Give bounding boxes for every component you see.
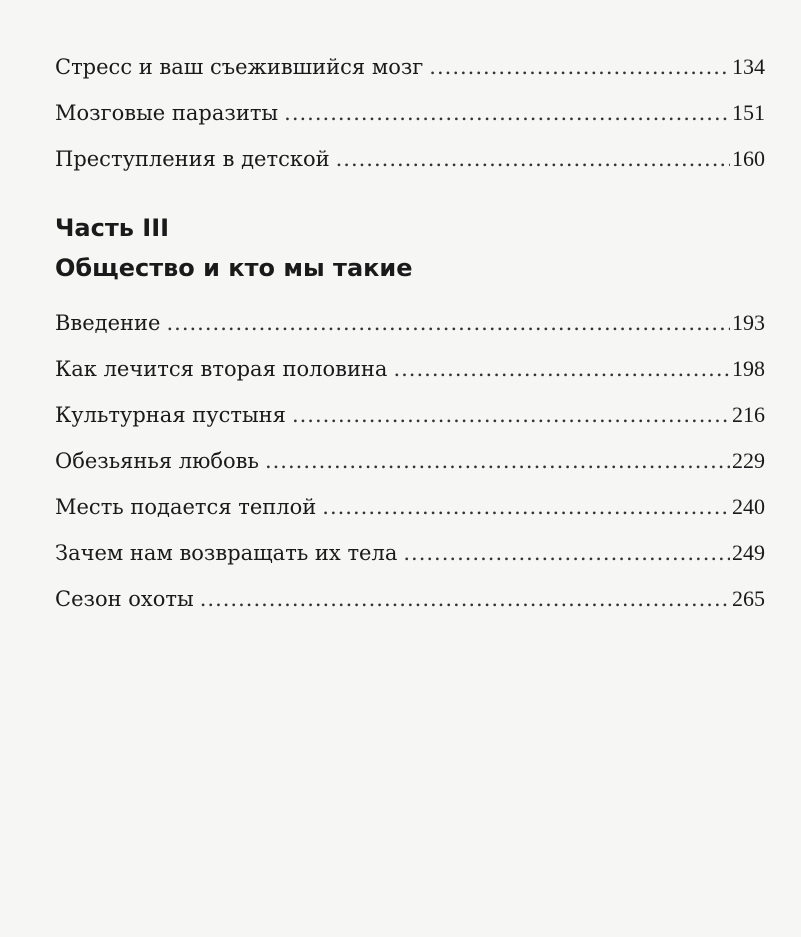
toc-entry[interactable] (55, 530, 765, 576)
toc-entry[interactable] (55, 136, 765, 182)
toc-entry[interactable] (55, 90, 765, 136)
toc-entry-title: Обезьянья любовь (55, 449, 259, 473)
dot-leader (200, 576, 730, 622)
toc-entry[interactable] (55, 300, 765, 346)
part-title: Общество и кто мы такие (55, 254, 413, 282)
dot-leader (336, 136, 730, 182)
part-heading (55, 208, 765, 288)
toc-entry[interactable] (55, 484, 765, 530)
dot-leader (429, 44, 730, 90)
toc-entry[interactable] (55, 44, 765, 90)
toc-entry-page: 249 (732, 540, 765, 565)
dot-leader (292, 392, 730, 438)
toc-entry-title: Преступления в детской (55, 147, 330, 171)
toc-entry-title: Как лечится вторая половина (55, 357, 388, 381)
toc-entry-page: 193 (732, 310, 765, 335)
toc-entry-page: 229 (732, 448, 765, 473)
toc-list-part2 (55, 44, 765, 182)
toc-entry-page: 198 (732, 356, 765, 381)
toc-entry[interactable] (55, 392, 765, 438)
toc-entry-title: Зачем нам возвращать их тела (55, 541, 398, 565)
toc-entry-page: 151 (732, 100, 765, 125)
toc-entry[interactable] (55, 438, 765, 484)
toc-entry-page: 160 (732, 146, 765, 171)
toc-entry-page: 265 (732, 586, 765, 611)
toc-entry-page: 240 (732, 494, 765, 519)
dot-leader (393, 346, 730, 392)
dot-leader (403, 530, 730, 576)
toc-entry-page: 216 (732, 402, 765, 427)
dot-leader (284, 90, 730, 136)
toc-entry-title: Стресс и ваш съежившийся мозг (55, 55, 424, 79)
dot-leader (322, 484, 730, 530)
toc-entry-page: 134 (732, 54, 765, 79)
toc-entry[interactable] (55, 576, 765, 622)
part-label: Часть III (55, 214, 170, 242)
dot-leader (166, 300, 730, 346)
toc-entry-title: Культурная пустыня (55, 403, 286, 427)
toc-entry-title: Введение (55, 311, 161, 335)
toc-entry-title: Мозговые паразиты (55, 101, 279, 125)
dot-leader (265, 438, 730, 484)
toc-list-part3 (55, 300, 765, 622)
toc-entry-title: Сезон охоты (55, 587, 194, 611)
toc-entry-title: Месть подается теплой (55, 495, 317, 519)
toc-entry[interactable] (55, 346, 765, 392)
